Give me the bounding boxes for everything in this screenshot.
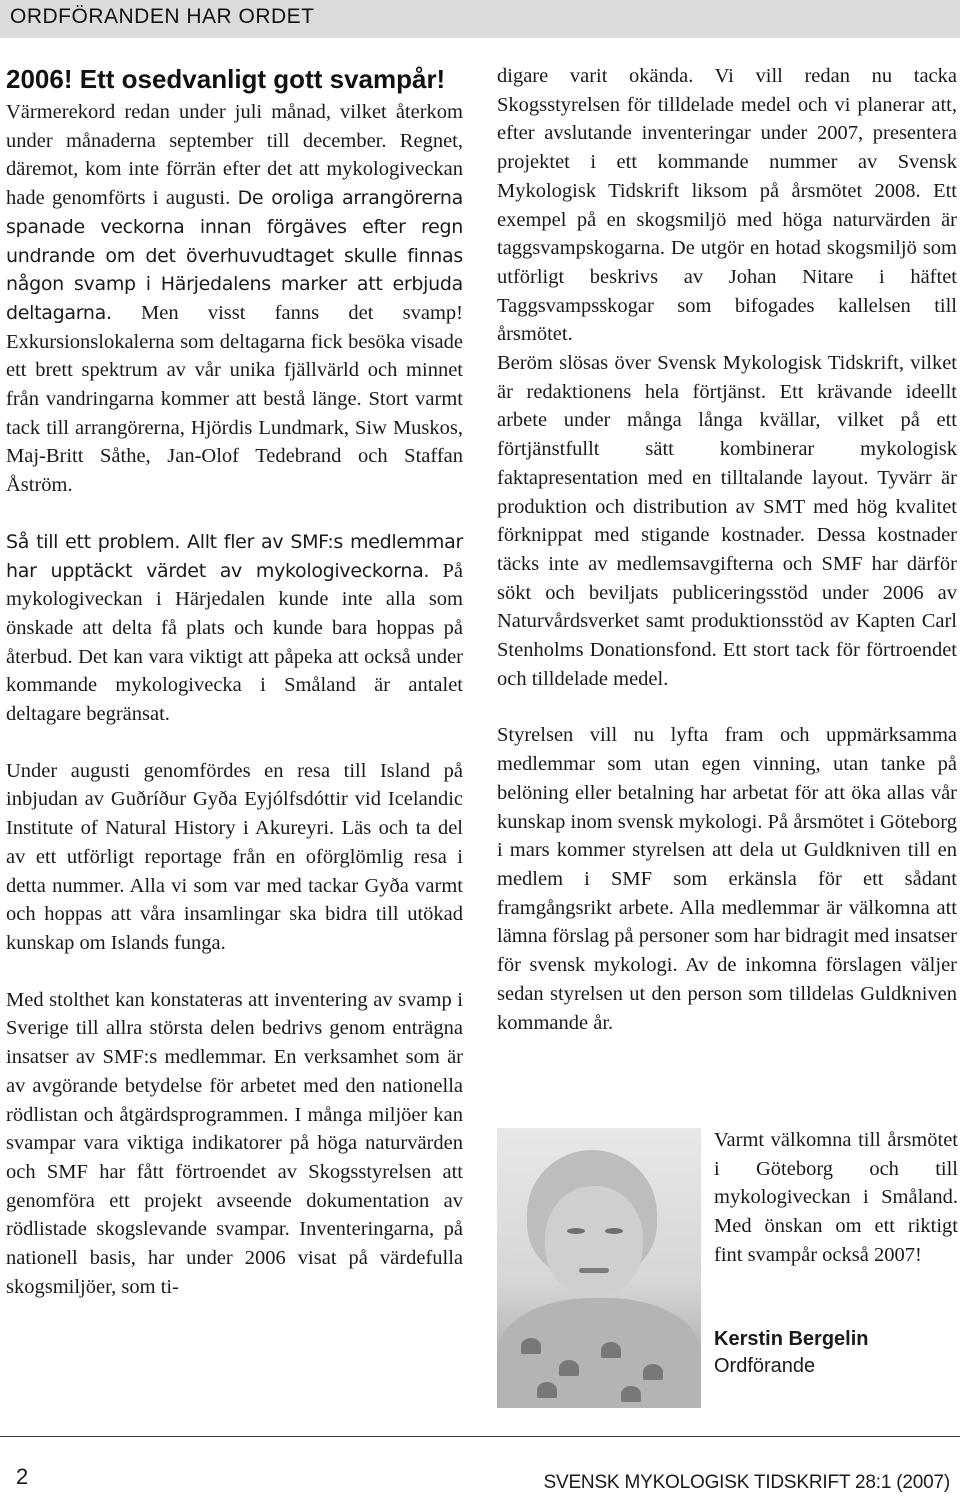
portrait-eye-left bbox=[567, 1228, 585, 1234]
paragraph-journal-praise: Beröm slösas över Svensk Mykologisk Tidskrift, vilket är redaktionens hela förtjänst. Ett krävande ideellt arbete under många långa kvällar, vilket på ett förtjänstfullt sätt kombinerar mykologisk faktapresentation med en tilltalande layout. Tyvärr är produktion och distribution av SMT med hög kvalitet förknippat med stigande kostnader. Dessa kostnader täcks inte av medlemsavgifterna och SMF har därför sökt och beviljats publiceringsstöd under 2006 av Naturvårdsverket samt produktionsstöd av Kapten Carl Stenholms Donationsfond. Ett stort tack för förtroendet och tilldelade medel. bbox=[497, 352, 957, 690]
paragraph-weather bbox=[6, 98, 463, 500]
right-column bbox=[497, 62, 957, 1037]
paragraph-inventory: Med stolthet kan konstateras att inventering av svamp i Sverige till allra största delen bedrivs genom enträgna insatser av SMF:s medlemmar. En verksamhet som är av avgörande betydelse för arbetet med den nationella rödlistan och åtgärdsprogrammen. I många miljöer kan svampar vara viktiga indikatorer på höga naturvärden och SMF har fått förtroendet av Skogsstyrelsen att genomföra ett projekt avseende dokumentation av rödlistade skogslevande svampar. Inventeringarna, på nationell basis, har under 2006 visat på värdefulla skogsmiljöer, som ti- bbox=[6, 988, 463, 1298]
page-number: 2 bbox=[16, 1464, 29, 1489]
chairwoman-portrait-photo bbox=[497, 1128, 701, 1408]
journal-footer: SVENSK MYKOLOGISK TIDSKRIFT 28:1 (2007) bbox=[543, 1472, 950, 1493]
mushroom-print-icon bbox=[621, 1386, 641, 1402]
signature-name: Kerstin Bergelin bbox=[714, 1328, 869, 1350]
paragraph-weather-sans-text: De oroliga arrangörerna spanade veckorna innan förgäves efter regn undrande om det överhuvudtaget skulle finnas någon svamp i Härjedalens marker att erbjuda deltagarna. bbox=[6, 187, 464, 324]
mushroom-print-icon bbox=[537, 1382, 557, 1398]
paragraph-inventory-continued: digare varit okända. Vi vill redan nu tacka Skogsstyrelsen för tilldelade medel och vi planerar att, efter avslutande inventeringar under 2007, presentera projektet i ett kommande nummer av Svensk Mykologisk Tidskrift liksom på årsmötet 2008. Ett exempel på en skogsmiljö med höga naturvärden är taggsvampskogarna. De utgör en hotad skogsmiljö som utförligt beskrivs av Johan Nitare i häftet Taggsvampsskogar som bifogades kallelsen till årsmötet. bbox=[497, 65, 957, 346]
mushroom-print-icon bbox=[521, 1338, 541, 1354]
closing-greeting-text: Varmt välkomna till årsmötet i Göteborg och till mykologiveckan i Småland. Med önskan om ett riktigt fint svampår också 2007! bbox=[714, 1129, 958, 1266]
paragraph-weather-tail: Men visst fanns det svamp! Exkursionslokalerna som deltagarna fick besöka visade ett brett spektrum av vår unika fjällvärld och minnet från vandringarna kommer att bestå länge. Stort varmt tack till arrangörerna, Hjördis Lundmark, Siw Muskos, Maj-Britt Såthe, Jan-Olof Tedebrand och Staffan Åström. bbox=[6, 301, 463, 497]
paragraph-iceland: Under augusti genomfördes en resa till Island på inbjudan av Guðríður Gyða Eyjólfsdóttir vid Icelandic Institute of Natural History i Akureyri. Läs och ta del av ett utförligt reportage från en oförglömlig resa i detta nummer. Alla vi som var med tackar Gyða varmt och hoppas att våra insamlingar ska bidra till utökad kunskap om Islands funga. bbox=[6, 759, 463, 954]
article-headline: 2006! Ett osedvanligt gott svampår! bbox=[6, 64, 446, 94]
portrait-mouth bbox=[579, 1268, 609, 1273]
mushroom-print-icon bbox=[559, 1360, 579, 1376]
mushroom-print-icon bbox=[601, 1342, 621, 1358]
mushroom-print-icon bbox=[643, 1364, 663, 1380]
section-label: ORDFÖRANDEN HAR ORDET bbox=[10, 5, 315, 28]
paragraph-guldkniven: Styrelsen vill nu lyfta fram och uppmärksamma medlemmar som utan egen vinning, utan tanke på belöning eller betalning har arbetat för att öka allas vår kunskap inom svensk mykologi. På årsmötet i Göteborg i mars kommer styrelsen att dela ut Guldkniven till en medlem i SMF som erkänsla för ett sådant framgångsrikt arbete. Alla medlemmar är välkomna att lämna förslag på personer som har bidragit med insatser för svensk mykologi. Av de inkomna förslagen väljer sedan styrelsen ut den person som tilldelas Guldkniven kommande år. bbox=[497, 724, 957, 1034]
portrait-face bbox=[545, 1186, 643, 1296]
paragraph-problem-text: På mykologiveckan i Härjedalen kunde inte alla som önskade att delta få plats och kunde bara hoppas på återbud. Det kan vara viktigt att påpeka att också under kommande mykologivecka i Småland är antalet deltagare begränsat. bbox=[6, 559, 463, 726]
portrait-eye-right bbox=[605, 1228, 623, 1234]
closing-greeting bbox=[714, 1126, 958, 1270]
paragraph-problem-sans-text: Så till ett problem. Allt fler av SMF:s medlemmar har upptäckt värdet av mykologiveckorna. bbox=[6, 530, 463, 582]
paragraph-problem bbox=[6, 528, 463, 729]
paragraph-weather-text: Värmerekord redan under juli månad, vilket återkom under månaderna september till december. Regnet, däremot, kom inte förrän efter det att mykologiveckan hade genomförts i augusti. bbox=[6, 101, 463, 210]
signature-title: Ordförande bbox=[714, 1355, 816, 1377]
footer-rule bbox=[0, 1436, 960, 1437]
left-column bbox=[6, 98, 463, 1301]
